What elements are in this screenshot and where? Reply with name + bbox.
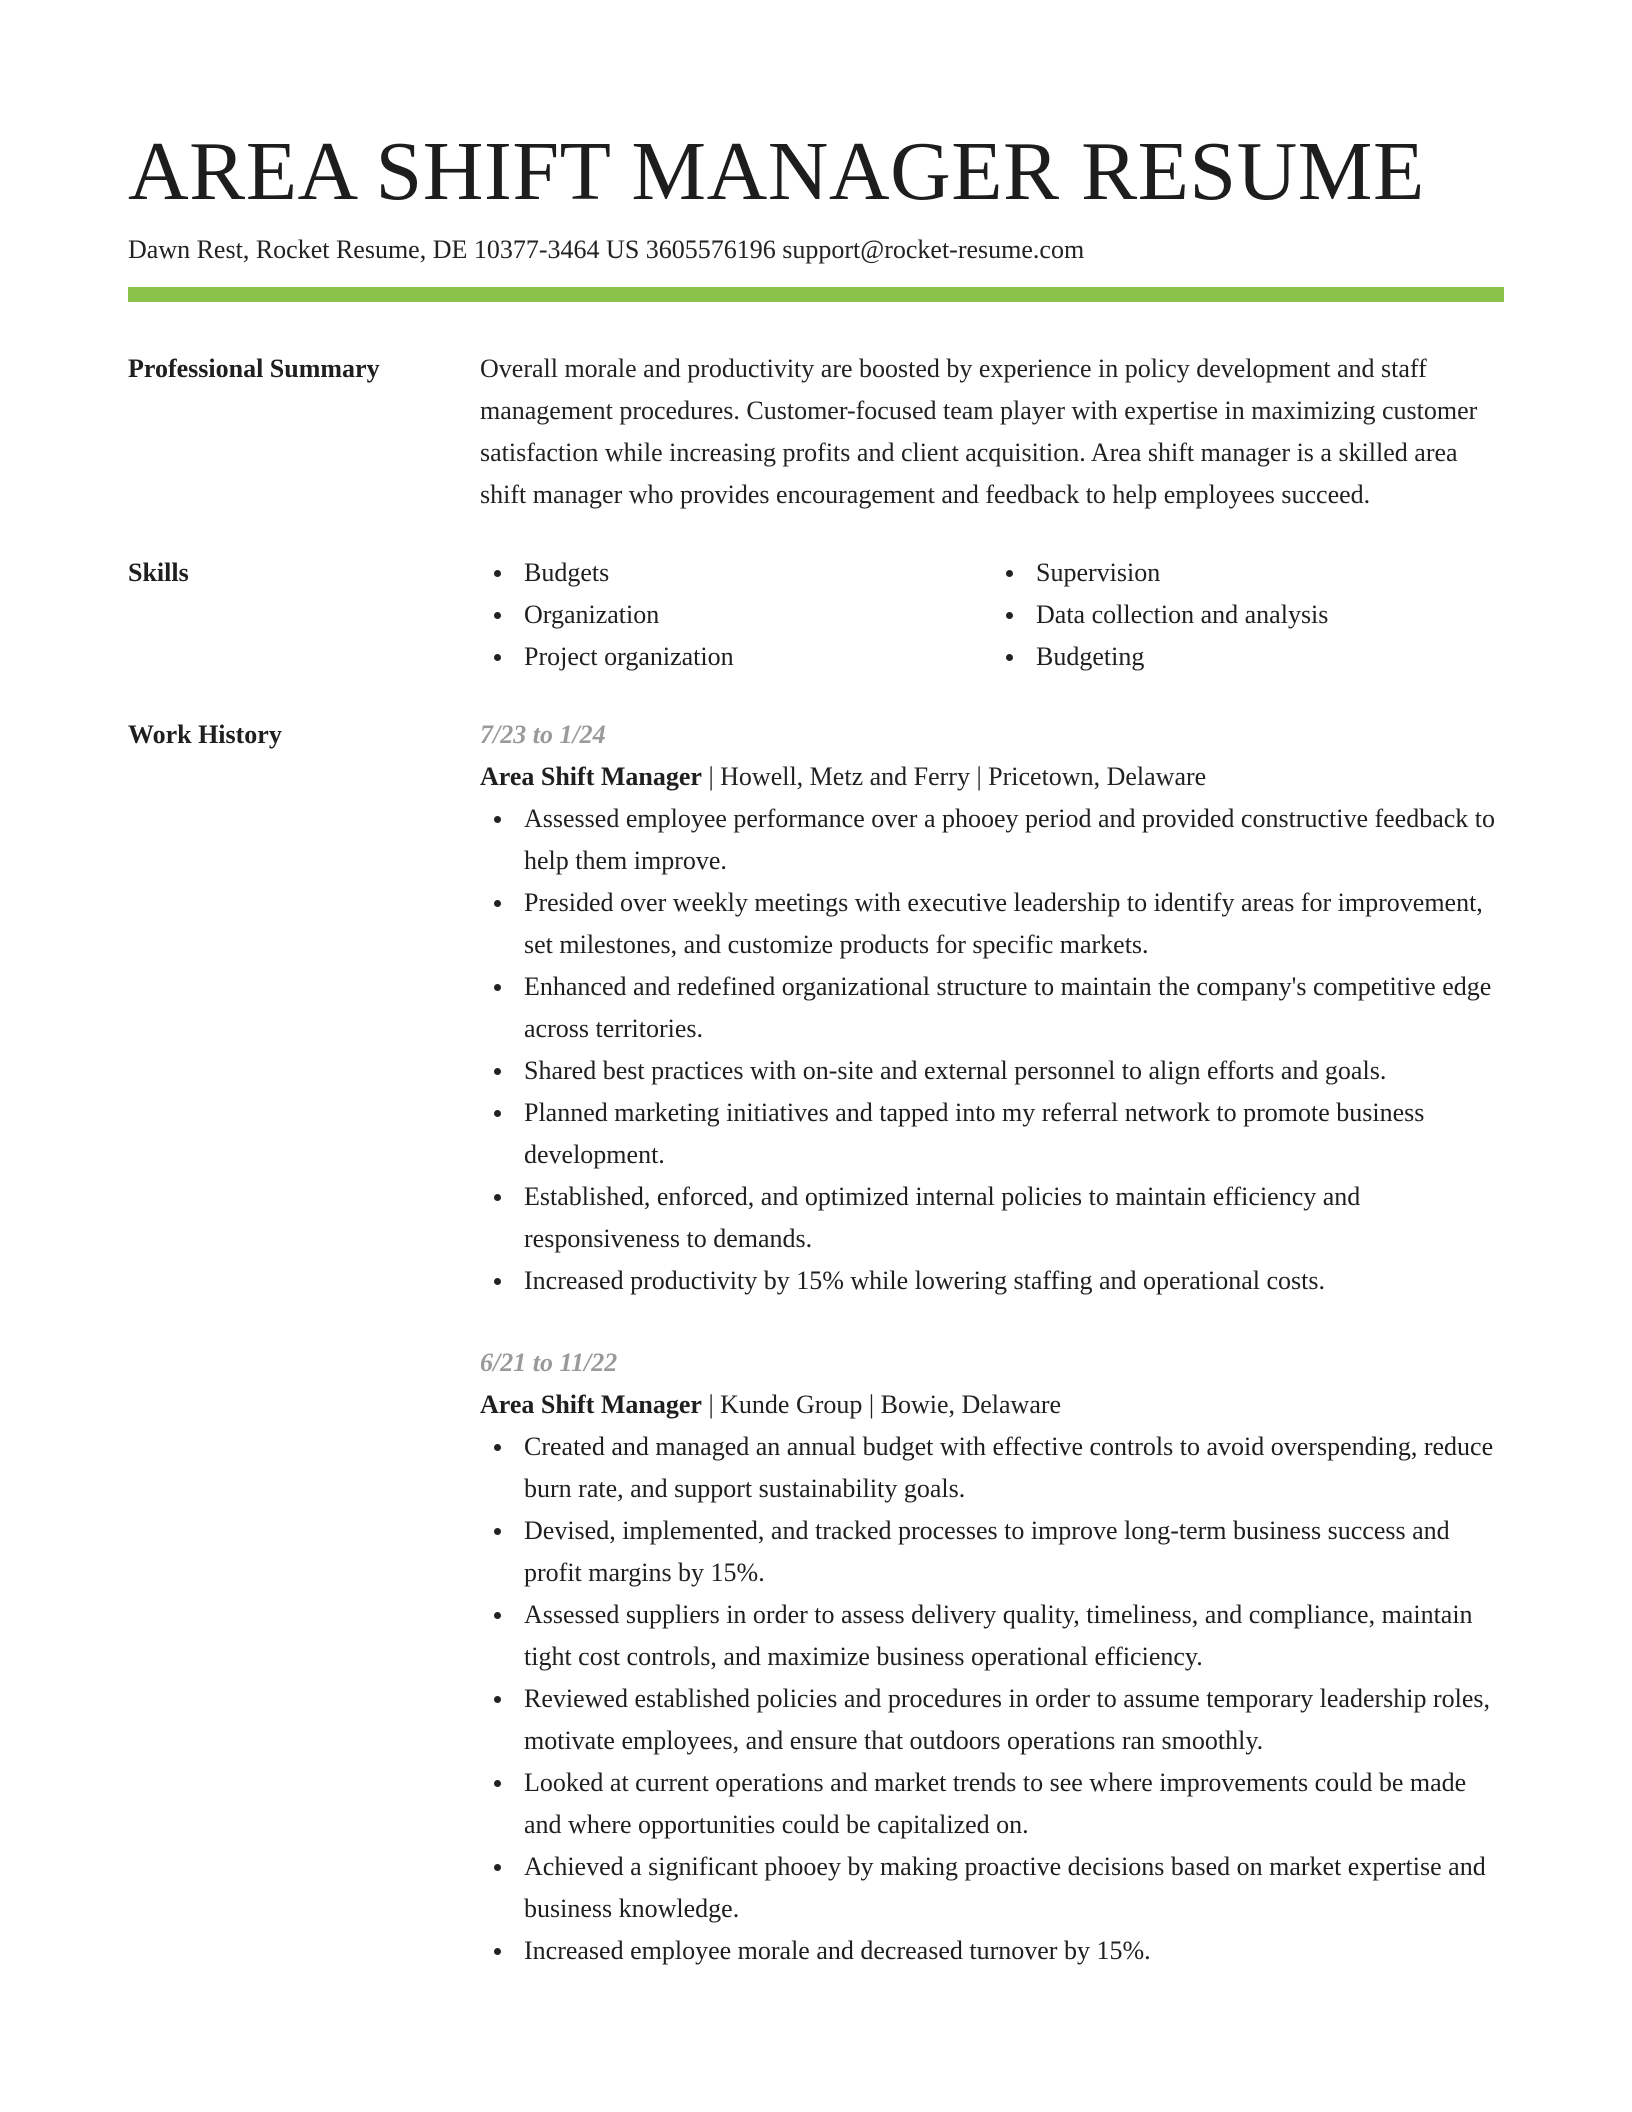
job-entry [480,1342,1504,1972]
job-bullet: Increased employee morale and decreased turnover by 15%. [480,1930,1504,1972]
job-bullets [480,1426,1504,1972]
job-bullet: Created and managed an annual budget with effective controls to avoid overspending, reduce burn rate, and support sustainability goals. [480,1426,1504,1510]
skill-item: Data collection and analysis [1036,594,1504,636]
job-bullet: Established, enforced, and optimized internal policies to maintain efficiency and responsiveness to demands. [480,1176,1504,1260]
work-history-section [128,714,1504,2012]
section-label-skills: Skills [128,558,189,587]
skills-section [128,552,1504,678]
skills-list-left [480,552,992,678]
skill-item: Project organization [524,636,992,678]
professional-summary-section [128,348,1504,516]
job-bullet: Increased productivity by 15% while lowering staffing and operational costs. [480,1260,1504,1302]
job-title: Area Shift Manager [480,1390,702,1419]
job-bullet: Assessed suppliers in order to assess delivery quality, timeliness, and compliance, maintain tight cost controls, and maximize business operational efficiency. [480,1594,1504,1678]
skills-list-right [992,552,1504,678]
accent-divider [128,287,1504,302]
job-bullet: Devised, implemented, and tracked processes to improve long-term business success and profit margins by 15%. [480,1510,1504,1594]
job-bullet: Assessed employee performance over a phooey period and provided constructive feedback to help them improve. [480,798,1504,882]
job-employer-location: | Kunde Group | Bowie, Delaware [701,1390,1062,1419]
job-title: Area Shift Manager [480,762,702,791]
job-dates: 6/21 to 11/22 [480,1348,618,1377]
section-label-summary: Professional Summary [128,354,380,383]
job-bullet: Planned marketing initiatives and tapped into my referral network to promote business development. [480,1092,1504,1176]
job-bullet: Looked at current operations and market trends to see where improvements could be made and where opportunities could be capitalized on. [480,1762,1504,1846]
section-label-work-history: Work History [128,720,282,749]
skill-item: Budgets [524,552,992,594]
summary-text: Overall morale and productivity are boosted by experience in policy development and staff management procedures. Customer-focused team player with expertise in maximizing customer satisfaction while increasing profits and client acquisition. Area shift manager is a skilled area shift manager who provides encouragement and feedback to help employees succeed. [480,354,1478,509]
skill-item: Supervision [1036,552,1504,594]
job-heading [480,756,1504,798]
skill-item: Organization [524,594,992,636]
resume-page [128,118,1504,2012]
job-bullet: Presided over weekly meetings with executive leadership to identify areas for improvement, set milestones, and customize products for specific markets. [480,882,1504,966]
job-bullet: Reviewed established policies and procedures in order to assume temporary leadership roles, motivate employees, and ensure that outdoors operations ran smoothly. [480,1678,1504,1762]
job-bullet: Enhanced and redefined organizational structure to maintain the company's competitive edge across territories. [480,966,1504,1050]
job-heading [480,1384,1504,1426]
job-entry [480,714,1504,1302]
job-bullets [480,798,1504,1302]
contact-line: Dawn Rest, Rocket Resume, DE 10377-3464 US 3605576196 support@rocket-resume.com [128,235,1085,264]
skill-item: Budgeting [1036,636,1504,678]
job-bullet: Achieved a significant phooey by making proactive decisions based on market expertise and business knowledge. [480,1846,1504,1930]
job-dates: 7/23 to 1/24 [480,720,606,749]
job-bullet: Shared best practices with on-site and external personnel to align efforts and goals. [480,1050,1504,1092]
job-employer-location: | Howell, Metz and Ferry | Pricetown, Delaware [701,762,1207,791]
resume-title: AREA SHIFT MANAGER RESUME [128,125,1425,218]
